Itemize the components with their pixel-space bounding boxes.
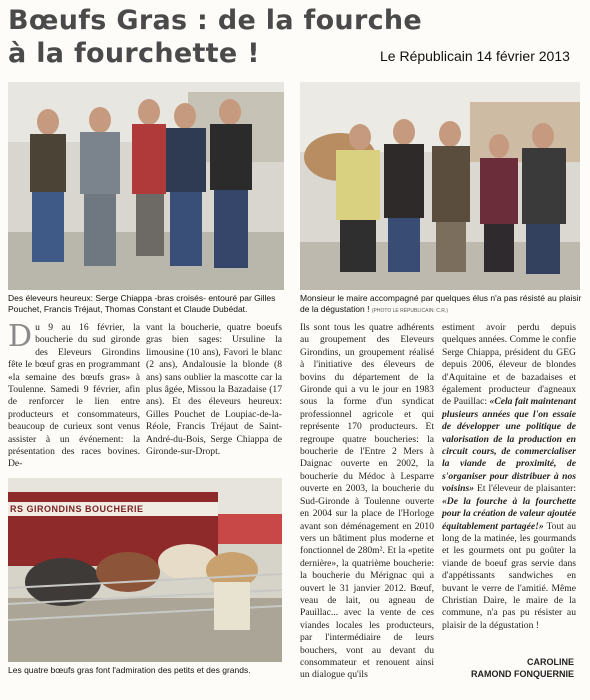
caption-photo-mayor bbox=[300, 293, 582, 317]
author-line-2: RAMOND FONQUERNIE bbox=[471, 669, 574, 679]
column-4-text-c: Tout au long de la matinée, les gourmands et les gourmets ont pu goûter la viande de boeuf gras servie dans d'appétissants sandwiches en buvant le verre de l'amitié. Même Christian Daire, le maire de la commune, n'a pas pu résister au plaisir de la dégustation ! bbox=[442, 520, 577, 631]
article-headline bbox=[8, 4, 428, 70]
quote-chiappa: «Cela fait maintenant plusieurs années que l'on essaie de développer une politique de valorisation de la production en circuit cours, de commercialiser la viande de proximité, de s'organiser pour distribuer à nos voisins» bbox=[442, 396, 576, 495]
photo-credit: (PHOTO LE RÉPUBLICAIN: C.R.) bbox=[371, 308, 448, 314]
article-column-2 bbox=[146, 322, 282, 458]
column-2-text: vant la boucherie, quatre boeufs gras bien sages: Ursuline la limousine (10 ans), Favori le blanc (2 ans), Andalousie la blonde (8 ans) sans oublier la mascotte car la plus âgée, Missou la Bazadaise (17 ans). Et des éleveurs heureux: Gilles Pouchet de Loupiac-de-la-Réole, Francis Tréjaut de Saint-André-du-Bois, Serge Chiappa de Gironde-sur-Dropt. bbox=[146, 322, 282, 458]
author-byline bbox=[471, 656, 574, 680]
source-label: Le Républicain 14 février 2013 bbox=[380, 48, 570, 64]
column-4-text-b: Et l'éleveur de plaisanter: bbox=[474, 483, 576, 495]
caption-photo-cattle: Les quatre bœufs gras font l'admiration des petits et des grands. bbox=[8, 665, 251, 675]
photo-breeders-image bbox=[8, 82, 284, 290]
shop-sign: RS GIRONDINS BOUCHERIE bbox=[10, 504, 144, 514]
caption-photo-mayor-text: Monsieur le maire accompagné par quelques élus n'a pas résisté au plaisir de la dégustation ! bbox=[300, 293, 582, 314]
photo-mayor bbox=[300, 82, 580, 290]
column-4-text-a: estiment avoir perdu depuis quelques années. Comme le confie Serge Chiappa, président du GEG depuis 2006, éleveur de blondes d'Aquitaine et de bazadaises et également producteur d'agneaux de Pauillac: bbox=[442, 322, 576, 408]
headline-line-1: Bœufs Gras : de la fourche bbox=[8, 5, 423, 36]
column-3-text: Ils sont tous les quatre adhérents au groupement des Eleveurs Girondins, un groupement réalisé à l'initiative des éleveurs de bovins du département de la Gironde qui a vu le jour en 1983 sous la forme d'un syndicat professionnel agricole et qui représente 170 producteurs. Et regroupe quatre boucheries: la boucherie de l'Entre 2 Mers à Daignac ouverte en 2002, la boucherie du Médoc à Lesparre ouverte en 2003, la boucherie du Sud-Gironde à Toulenne ouverte en 2004 sur la place de l'Horloge avant son déménagement en 2010 vers un bâtiment plus moderne et fonctionnel de 280m². Et la «petite dernière», la quatrième boucherie: la boucherie du Mérignac qui a ouvert le 31 janvier 2012. Bœuf, veau de lait, ou agneau de Pauillac... avec la vente de ces viandes locales les producteurs, par l'intermédiaire de leurs bouchers, vont au devant du consommateur et renouent ainsi un dialogue qu'ils bbox=[300, 322, 434, 681]
article-column-1 bbox=[8, 319, 140, 471]
photo-breeders bbox=[8, 82, 284, 290]
article-column-3 bbox=[300, 322, 434, 682]
quote-fourche: «De la fourche à la fourchette pour la création de valeur ajoutée équitablement partagée!» bbox=[442, 495, 576, 532]
drop-cap: D bbox=[8, 319, 33, 354]
author-line-1: CAROLINE bbox=[527, 657, 574, 667]
caption-photo-breeders: Des éleveurs heureux: Serge Chiappa -bras croisés- entouré par Gilles Pouchet, Francis Tréjaut, Thomas Constant et Claude Dubédat. bbox=[8, 293, 276, 314]
photo-mayor-image bbox=[300, 82, 580, 290]
column-1-text: u 9 au 16 février, la boucherie du sud gironde des Eleveurs Girondins fête le bœuf gras en programmant «la semaine des bœufs gras» à Toulenne. Samedi 9 février, afin de renforcer le lien entre producteurs et consommateurs, beaucoup de curieux sont venus assister à un événement: la présentation des races bovines. De- bbox=[8, 322, 140, 470]
article-column-4 bbox=[442, 322, 576, 632]
photo-cattle bbox=[8, 478, 282, 662]
headline-line-2: à la fourchette ! bbox=[8, 38, 260, 69]
